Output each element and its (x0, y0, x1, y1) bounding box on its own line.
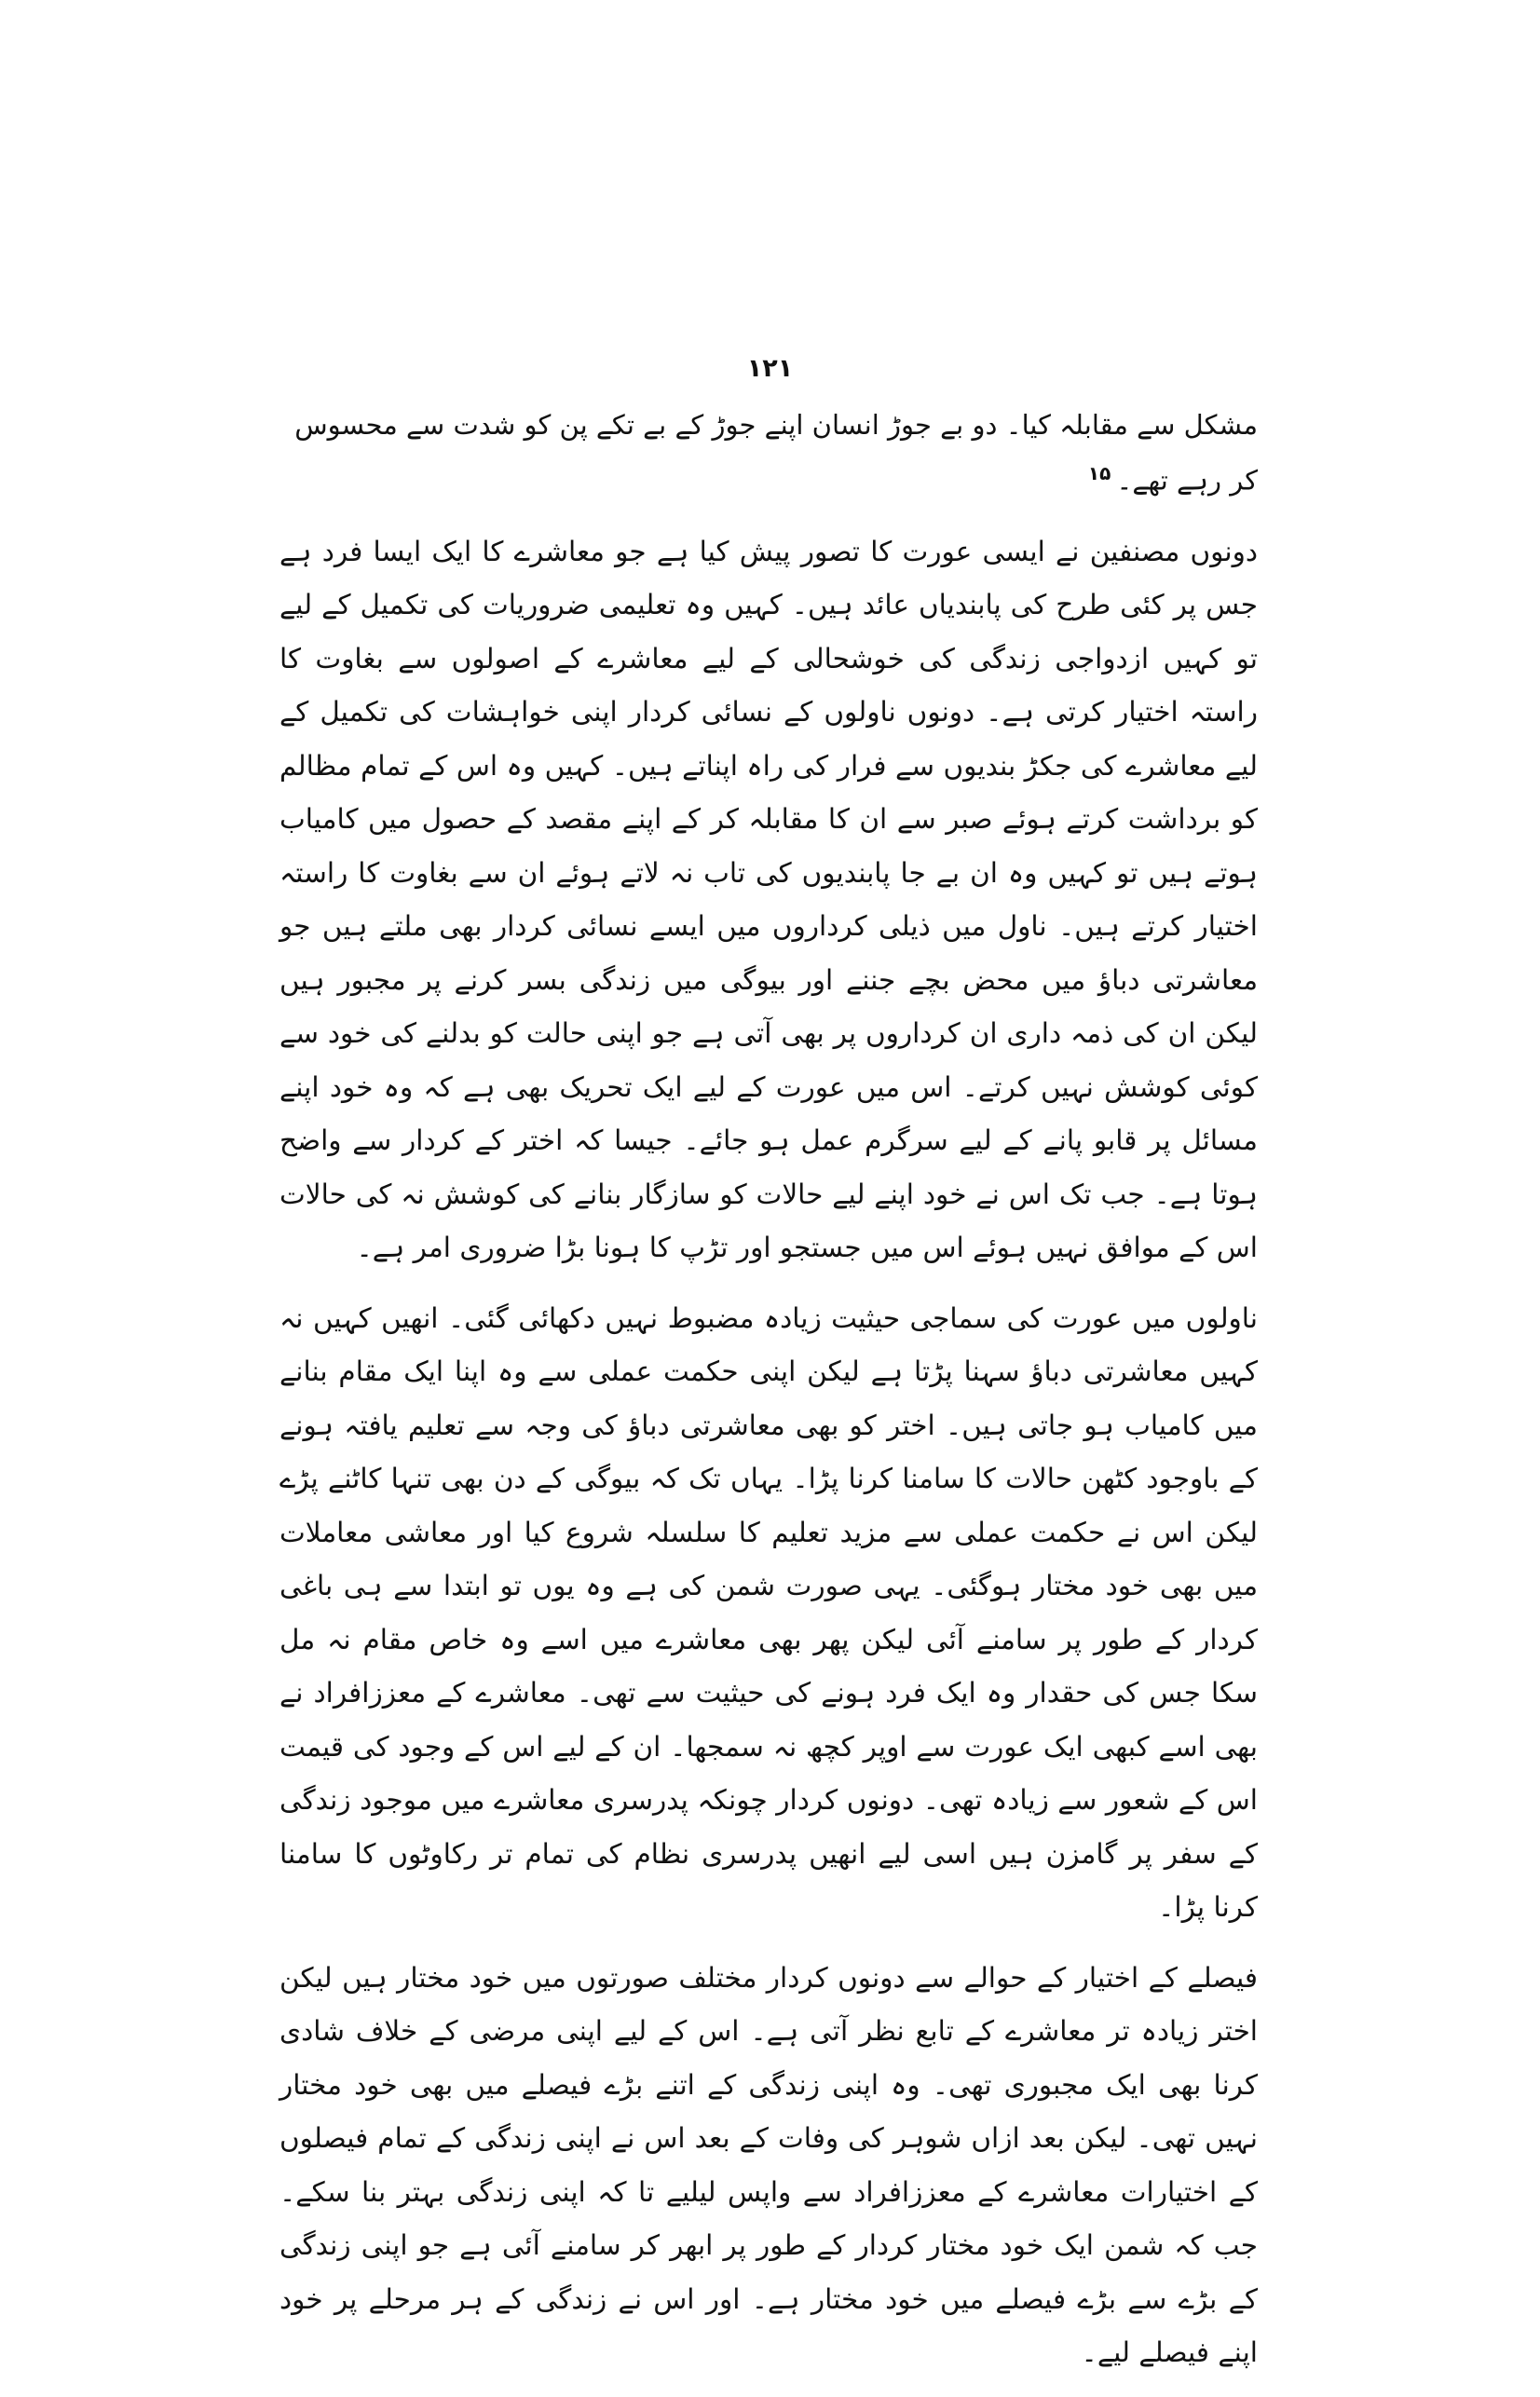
paragraph-decision-authority: فیصلے کے اختیار کے حوالے سے دونوں کردار مختلف صورتوں میں خود مختار ہیں لیکن اختر زیادہ تر معاشرے کے تابع نظر آتی ہے۔ اس کے لیے اپنی مرضی کے خلاف شادی کرنا بھی ایک مجبوری تھی۔ وہ اپنی زندگی کے اتنے بڑے فیصلے میں بھی خود مختار نہیں تھی۔ لیکن بعد ازاں شوہر کی وفات کے بعد اس نے اپنی زندگی کے تمام فیصلوں کے اختیارات معاشرے کے معززافراد سے واپس لیلیے تا کہ اپنی زندگی بہتر بنا سکے۔ جب کہ شمن ایک خود مختار کردار کے طور پر ابھر کر سامنے آئی ہے جو اپنی زندگی کے بڑے سے بڑے فیصلے میں خود مختار ہے۔ اور اس نے زندگی کے ہر مرحلے پر خود اپنے فیصلے لیے۔ (279, 1961, 1258, 2369)
page-number: ۱۲۱ (746, 354, 794, 383)
body-text (279, 401, 1258, 2397)
quote-line (279, 401, 1258, 505)
paragraph-social-status: ناولوں میں عورت کی سماجی حیثیت زیادہ مضبوط نہیں دکھائی گئی۔ انھیں کہیں نہ کہیں معاشرتی دباؤ سہنا پڑتا ہے لیکن اپنی حکمت عملی سے وہ اپنا ایک مقام بنانے میں کامیاب ہو جاتی ہیں۔ اختر کو بھی معاشرتی دباؤ کی وجہ سے تعلیم یافتہ ہونے کے باوجود کٹھن حالات کا سامنا کرنا پڑا۔ یہاں تک کہ بیوگی کے دن بھی تنہا کاٹنے پڑے لیکن اس نے حکمت عملی سے مزید تعلیم کا سلسلہ شروع کیا اور معاشی معاملات میں بھی خود مختار ہوگئی۔ یہی صورت شمن کی ہے وہ یوں تو ابتدا سے ہی باغی کردار کے طور پر سامنے آئی لیکن پھر بھی معاشرے میں اسے وہ خاص مقام نہ مل سکا جس کی حقدار وہ ایک فرد ہونے کی حیثیت سے تھی۔ معاشرے کے معززافراد نے بھی اسے کبھی ایک عورت سے اوپر کچھ نہ سمجھا۔ ان کے لیے اس کے وجود کی قیمت اس کے شعور سے زیادہ تھی۔ دونوں کردار چونکہ پدرسری معاشرے میں موجود زندگی کے سفر پر گامزن ہیں اسی لیے انھیں پدرسری نظام کی تمام تر رکاوٹوں کا سامنا کرنا پڑا۔ (279, 1301, 1258, 1924)
paragraph-women-portrayal: دونوں مصنفین نے ایسی عورت کا تصور پیش کیا ہے جو معاشرے کا ایک ایسا فرد ہے جس پر کئی طرح کی پابندیاں عائد ہیں۔ کہیں وہ تعلیمی ضروریات کی تکمیل کے لیے تو کہیں ازدواجی زندگی کی خوشحالی کے لیے معاشرے کے اصولوں سے بغاوت کا راستہ اختیار کرتی ہے۔ دونوں ناولوں کے نسائی کردار اپنی خواہشات کی تکمیل کے لیے معاشرے کی جکڑ بندیوں سے فرار کی راہ اپناتے ہیں۔ کہیں وہ اس کے تمام مظالم کو برداشت کرتے ہوئے صبر سے ان کا مقابلہ کر کے اپنے مقصد کے حصول میں کامیاب ہوتے ہیں تو کہیں وہ ان بے جا پابندیوں کی تاب نہ لاتے ہوئے ان سے بغاوت کا راستہ اختیار کرتے ہیں۔ ناول میں ذیلی کرداروں میں ایسے نسائی کردار بھی ملتے ہیں جو معاشرتی دباؤ میں محض بچے جننے اور بیوگی میں زندگی بسر کرنے پر مجبور ہیں لیکن ان کی ذمہ داری ان کرداروں پر بھی آتی ہے جو اپنی حالت کو بدلنے کی خود سے کوئی کوشش نہیں کرتے۔ اس میں عورت کے لیے ایک تحریک بھی ہے کہ وہ خود اپنے مسائل پر قابو پانے کے لیے سرگرم عمل ہو جائے۔ جیسا کہ اختر کے کردار سے واضح ہوتا ہے۔ جب تک اس نے خود اپنے لیے حالات کو سازگار بنانے کی کوشش نہ کی حالات اس کے موافق نہیں ہوئے اس میں جستجو اور تڑپ کا ہونا بڑا ضروری امر ہے۔ (279, 535, 1258, 1264)
footnote-marker: ۱۵ (1087, 462, 1111, 484)
quote-text: مشکل سے مقابلہ کیا۔ دو بے جوڑ انسان اپنے جوڑ کے بے تکے پن کو شدت سے محسوس کر رہے تھے۔ (294, 409, 1258, 497)
